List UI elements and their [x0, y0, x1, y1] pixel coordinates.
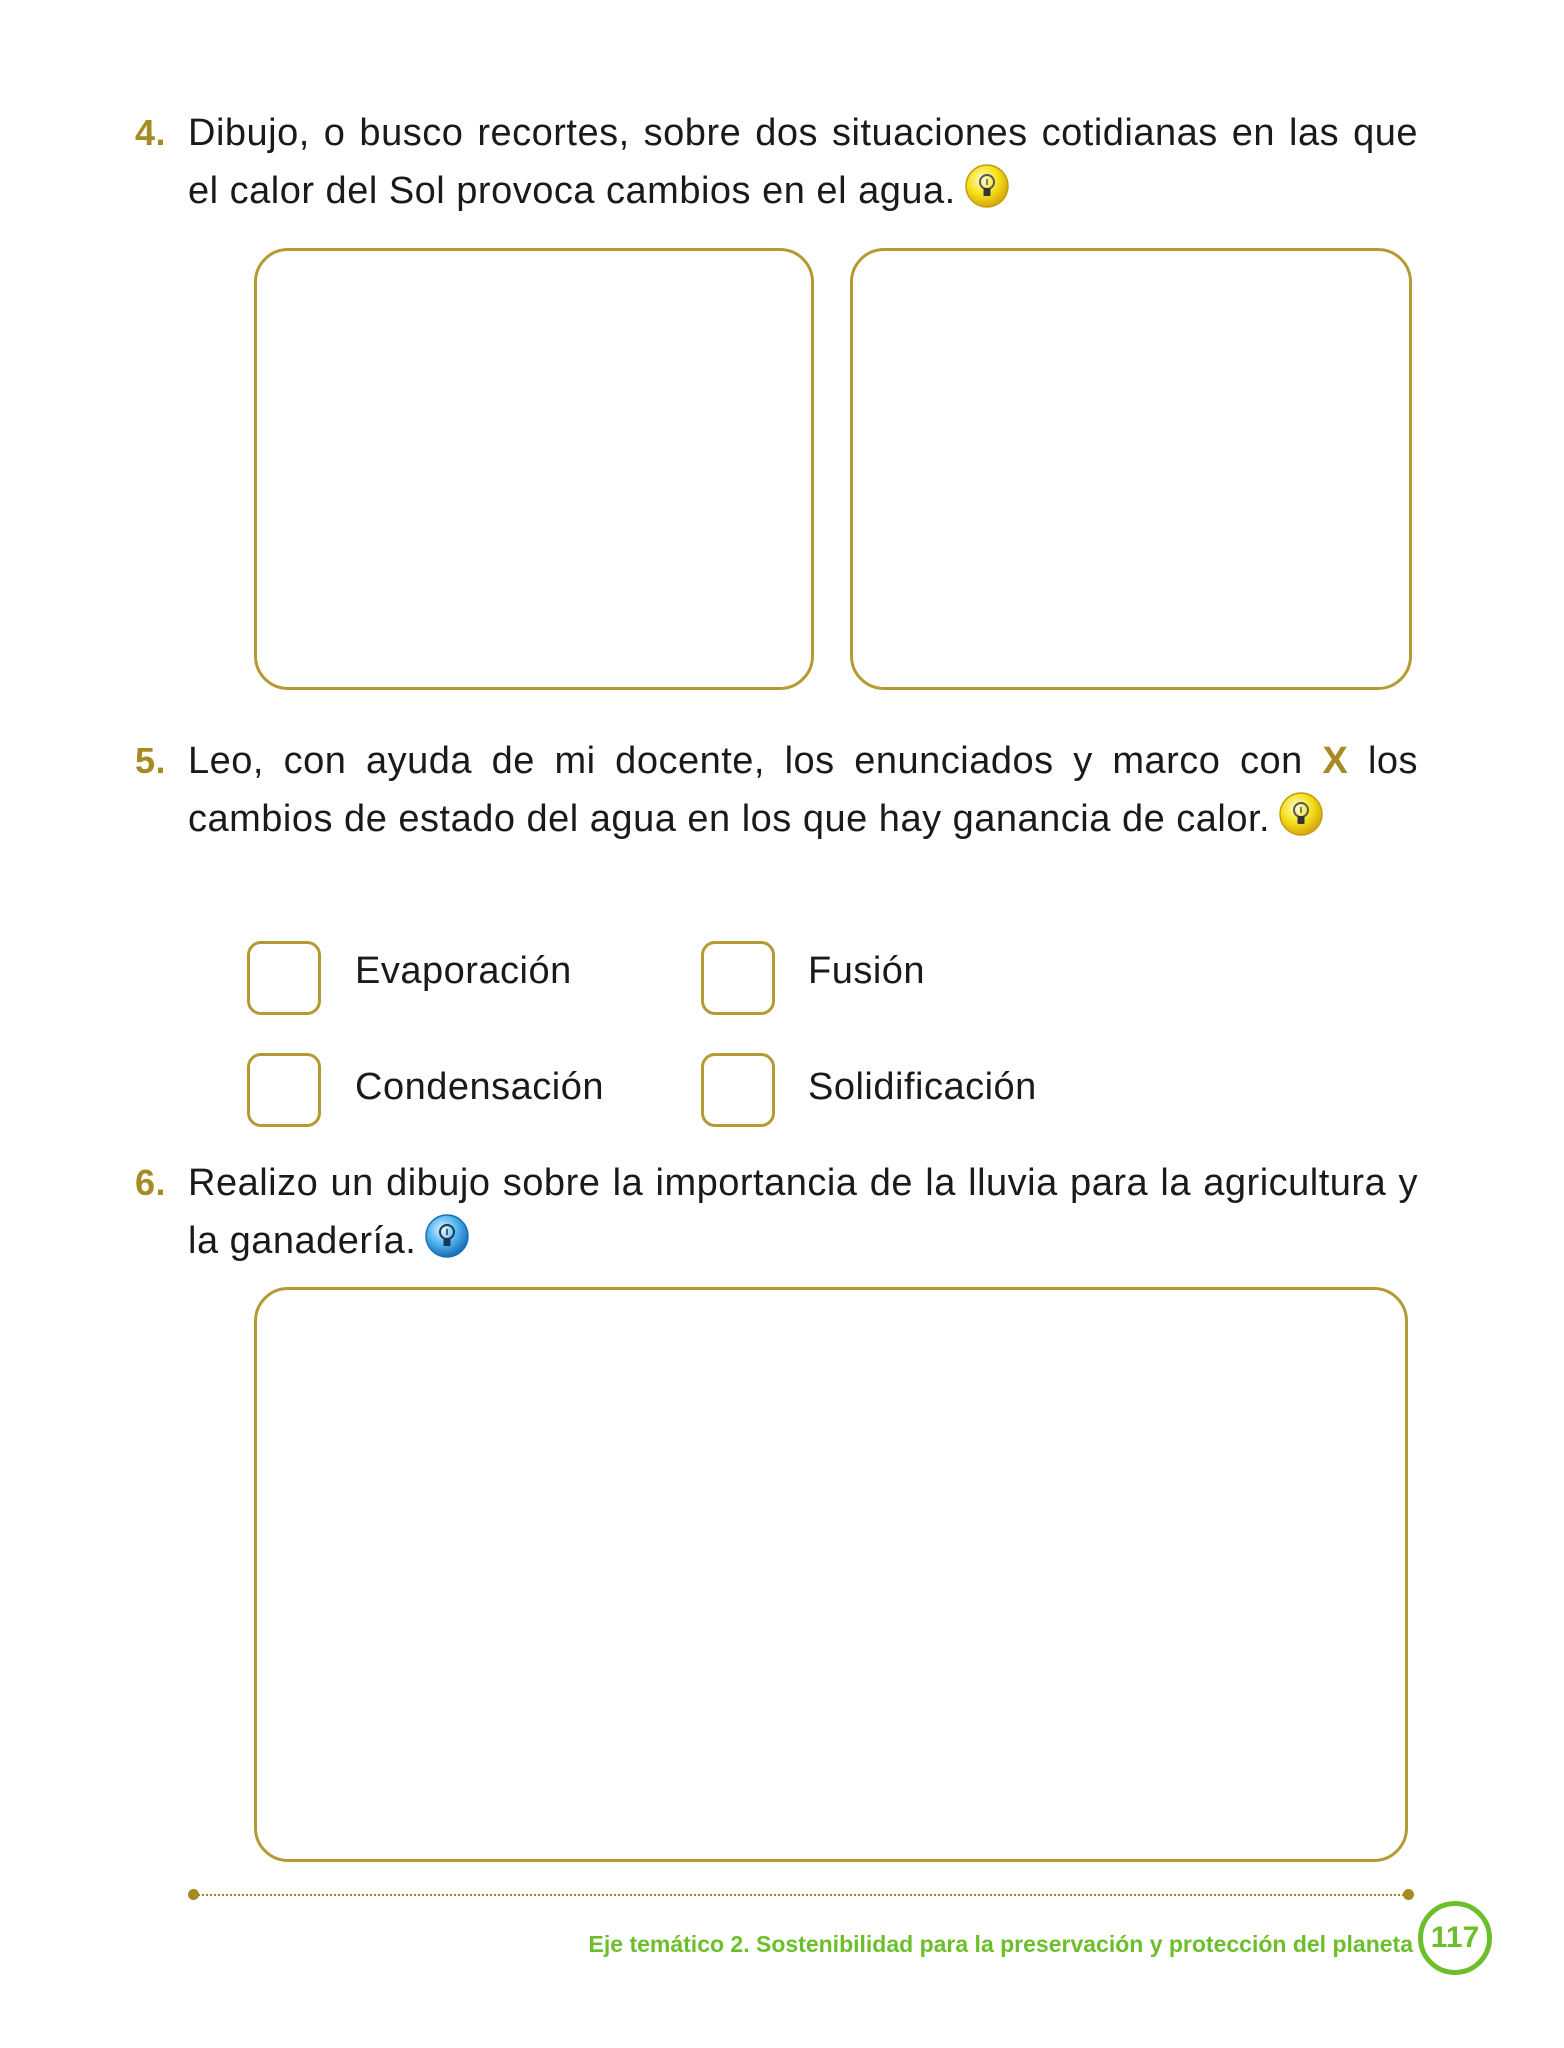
checkbox-solidificacion[interactable] — [701, 1053, 775, 1127]
question-text: Dibujo, o busco recortes, sobre dos situaciones cotidianas en las que el calor del Sol provoca cambios en el agua. — [188, 112, 1418, 212]
checkbox-evaporacion[interactable] — [247, 941, 321, 1015]
question-text: Realizo un dibujo sobre la importancia de la lluvia para la agricultura y la ganadería. — [188, 1162, 1418, 1262]
drawing-box-2[interactable] — [850, 248, 1412, 690]
lightbulb-icon — [424, 1213, 470, 1259]
option-label-solidificacion: Solidificación — [808, 1066, 1037, 1108]
question-number: 4. — [135, 112, 167, 153]
drawing-box-1[interactable] — [254, 248, 814, 690]
question-6 — [135, 1154, 1418, 1270]
footer-dot-right — [1403, 1889, 1414, 1900]
checkbox-fusion[interactable] — [701, 941, 775, 1015]
page-number: 117 — [1418, 1901, 1492, 1975]
option-label-evaporacion: Evaporación — [355, 950, 572, 992]
question-number: 6. — [135, 1162, 167, 1203]
option-label-condensacion: Condensación — [355, 1066, 604, 1108]
question-text-continued: los cambios de estado del agua en los que hay ganancia de calor. — [188, 740, 1419, 840]
lightbulb-icon — [1278, 791, 1324, 837]
lightbulb-icon — [964, 163, 1010, 209]
checkbox-condensacion[interactable] — [247, 1053, 321, 1127]
question-number: 5. — [135, 740, 167, 781]
question-text: Leo, con ayuda de mi docente, los enunciados y marco con — [188, 740, 1303, 782]
drawing-box-3[interactable] — [254, 1287, 1408, 1862]
footer-divider — [193, 1894, 1408, 1896]
question-4 — [135, 104, 1418, 220]
option-label-fusion: Fusión — [808, 950, 926, 992]
question-5 — [135, 732, 1419, 848]
x-mark: X — [1322, 740, 1349, 782]
footer-chapter-title: Eje temático 2. Sostenibilidad para la preservación y protección del planeta — [588, 1931, 1413, 1957]
